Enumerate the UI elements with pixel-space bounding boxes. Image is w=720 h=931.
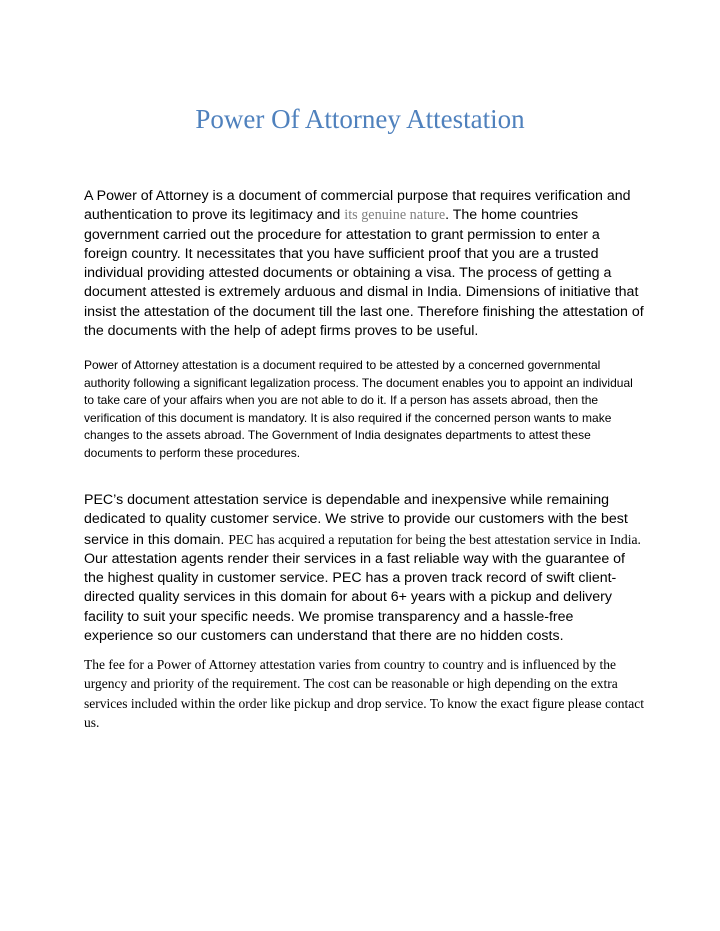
paragraph-pec-part2: Our attestation agents render their services in a fast reliable way with the guarantee of the highest quality in customer service. PEC has a proven track record of swift client-directed quality services in this domain for about 6+ years with a pickup and delivery facility to suit your specific needs. We promise transparency and a hassle-free experience so our customers can understand that there are no hidden costs. [84,550,625,645]
paragraph-definition: Power of Attorney attestation is a document required to be attested by a concerned governmental authority following a significant legalization process. The document enables you to appoint an individual to take care of your affairs when you are not able to do it. If a person has assets abroad, then the verification of this document is mandatory. It is also required if the concerned person wants to make changes to the assets abroad. The Government of India designates departments to attest these documents to perform these procedures. [84,358,633,460]
paragraph-pec-part1: PEC’s document attestation service is dependable and inexpensive while remaining dedicated to quality customer service. We strive to provide our customers with the best service in this domain. [84,492,628,548]
paragraph-pec-service [84,491,644,646]
paragraph-intro-highlight: its genuine nature [344,207,446,224]
paragraph-intro [84,187,644,341]
paragraph-fee: The fee for a Power of Attorney attestation varies from country to country and is influenced by the urgency and priority of the requirement. The cost can be reasonable or high depending on the extra services included within the order like pickup and drop service. To know the exact figure please contact us. [84,657,644,730]
paragraph-intro-part1: A Power of Attorney is a document of commercial purpose that requires verification and authentication to prove its legitimacy and [84,188,631,224]
paragraph-intro-part2: . The home countries government carried out the procedure for attestation to grant permission to enter a foreign country. It necessitates that you have sufficient proof that you are a trusted individual providing attested documents or obtaining a visa. The process of getting a document attested is extremely arduous and dismal in India. Dimensions of initiative that insist the attestation of the document till the last one. Therefore finishing the attestation of the documents with the help of adept firms proves to be useful. [84,207,644,340]
page-title: Power Of Attorney Attestation [195,104,525,134]
paragraph-pec-serif: PEC has acquired a reputation for being the best attestation service in India. [228,531,641,547]
